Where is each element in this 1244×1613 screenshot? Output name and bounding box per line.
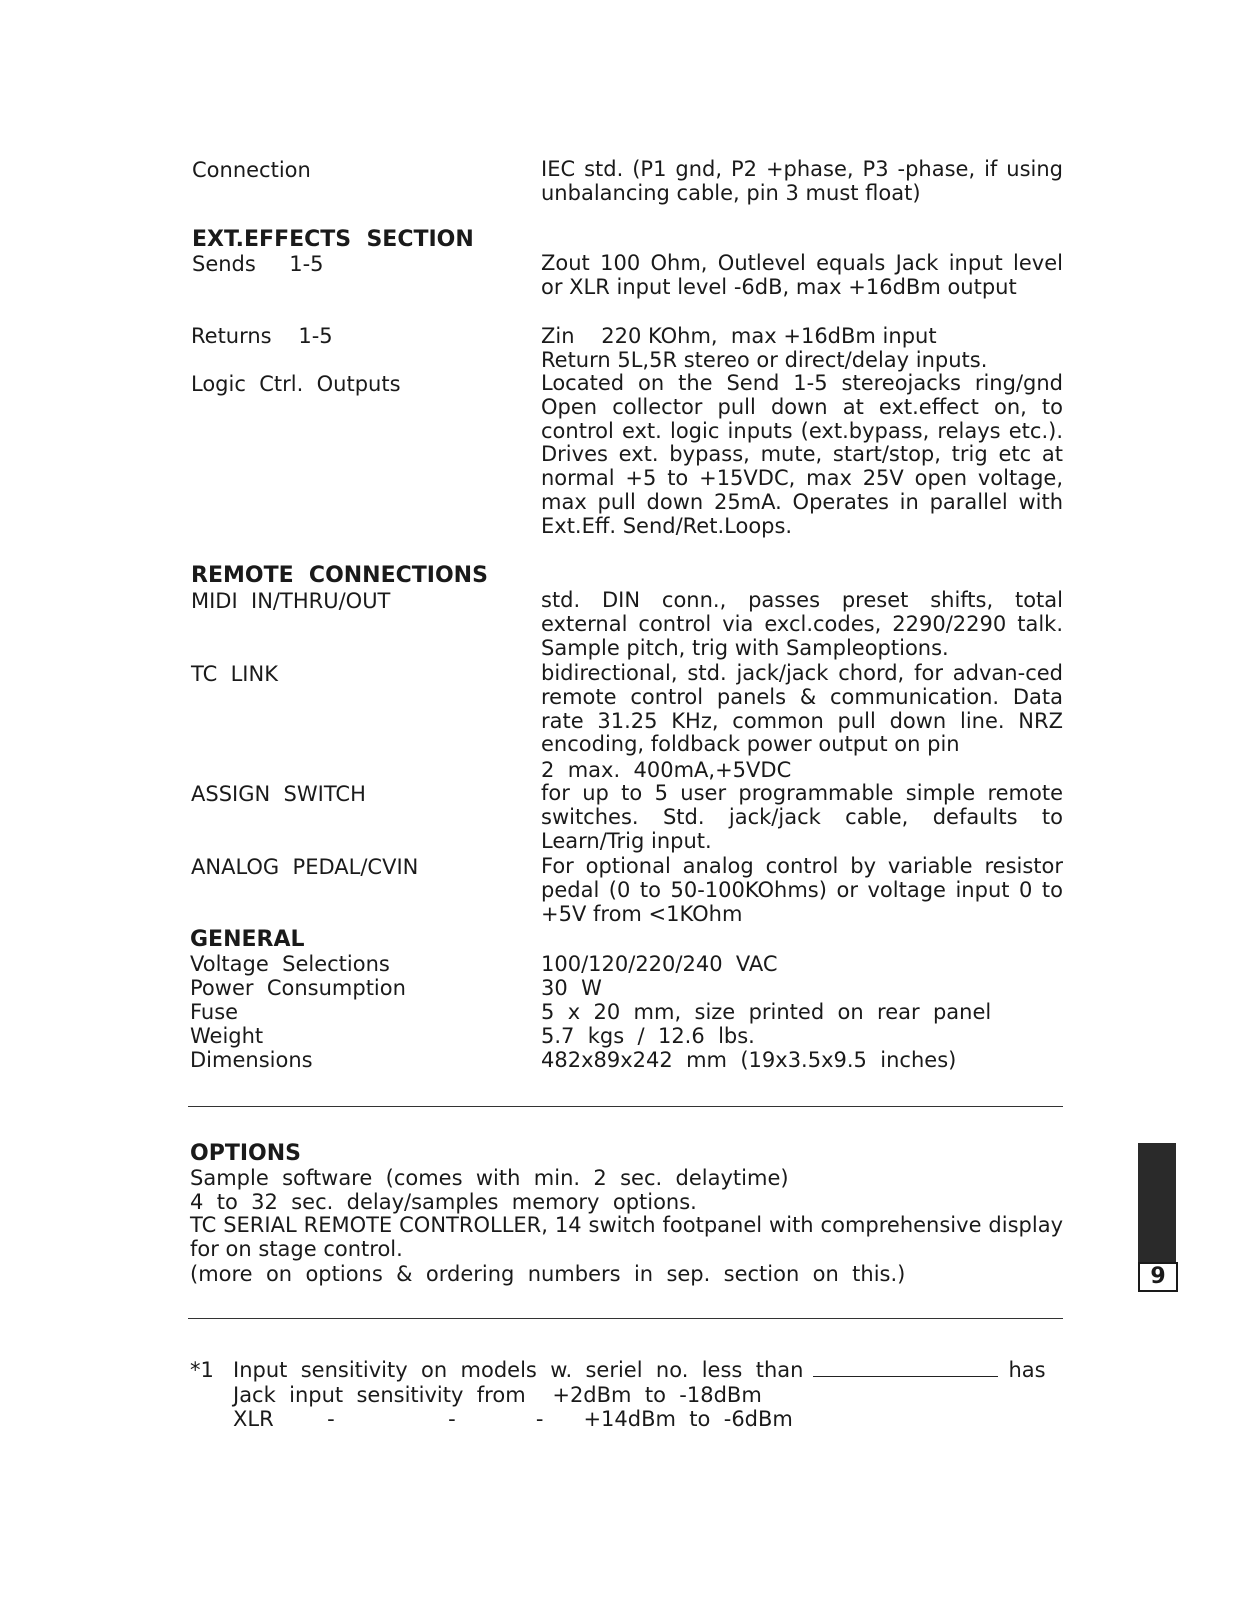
sends-value: Zout 100 Ohm, Outlevel equals Jack input level or XLR input level -6dB, max +16dBm output bbox=[541, 251, 1063, 299]
options-line: Sample software (comes with min. 2 sec. delaytime) bbox=[190, 1166, 789, 1190]
assign-switch-label: ASSIGN SWITCH bbox=[191, 782, 366, 806]
general-value: 482x89x242 mm (19x3.5x9.5 inches) bbox=[541, 1048, 957, 1072]
footnote-line-1-start: Input sensitivity on models w. seriel no. less than bbox=[233, 1358, 804, 1382]
divider bbox=[188, 1318, 1063, 1319]
sends-label: Sends 1-5 bbox=[192, 252, 324, 276]
analog-pedal-label: ANALOG PEDAL/CVIN bbox=[191, 855, 419, 879]
logic-outputs-value: Located on the Send 1-5 stereojacks ring/gnd Open collector pull down at ext.effect on, to control ext. logic inputs (ext.bypass, relays etc.). Drives ext. bypass, mute, start/stop, trig etc at normal +5 to +15VDC, max 25V open voltage, max pull down 25mA. Operates in parallel with Ext.Eff. Send/Ret.Loops. bbox=[541, 371, 1063, 538]
general-label: Voltage Selections bbox=[190, 952, 390, 976]
footnote-line-1 bbox=[233, 1358, 1046, 1382]
footnote-line-2: Jack input sensitivity from +2dBm to -18dBm bbox=[233, 1383, 762, 1407]
options-line: 4 to 32 sec. delay/samples memory options. bbox=[190, 1190, 697, 1214]
general-value: 5 x 20 mm, size printed on rear panel bbox=[541, 1000, 992, 1024]
assign-switch-value: for up to 5 user programmable simple remote switches. Std. jack/jack cable, defaults to Learn/Trig input. bbox=[541, 781, 1063, 853]
midi-label: MIDI IN/THRU/OUT bbox=[191, 589, 391, 613]
footnote-marker: *1 bbox=[190, 1358, 214, 1382]
connection-label: Connection bbox=[192, 158, 311, 182]
general-label: Dimensions bbox=[190, 1048, 313, 1072]
footnote-line-1-end: has bbox=[1008, 1358, 1046, 1382]
serial-number-blank bbox=[813, 1358, 998, 1377]
general-value: 100/120/220/240 VAC bbox=[541, 952, 778, 976]
options-line: (more on options & ordering numbers in sep. section on this.) bbox=[190, 1262, 906, 1286]
returns-value-2: Return 5L,5R stereo or direct/delay inputs. bbox=[541, 348, 988, 372]
tc-link-value-last: 2 max. 400mA,+5VDC bbox=[541, 758, 792, 782]
general-value: 30 W bbox=[541, 976, 602, 1000]
page-number: 9 bbox=[1138, 1262, 1178, 1292]
general-label: Power Consumption bbox=[190, 976, 406, 1000]
divider bbox=[188, 1106, 1063, 1107]
tc-link-value: bidirectional, std. jack/jack chord, for advan-ced remote control panels & communication. Data rate 31.25 KHz, common pull down line. NRZ encoding, foldback power output on pin bbox=[541, 661, 1063, 757]
ext-effects-heading: EXT.EFFECTS SECTION bbox=[192, 227, 474, 252]
returns-label: Returns 1-5 bbox=[191, 324, 333, 348]
analog-pedal-value: For optional analog control by variable resistor pedal (0 to 50-100KOhms) or voltage input 0 to +5V from <1KOhm bbox=[541, 854, 1063, 926]
connection-value: IEC std. (P1 gnd, P2 +phase, P3 -phase, if using unbalancing cable, pin 3 must float) bbox=[541, 157, 1063, 205]
options-heading: OPTIONS bbox=[190, 1141, 301, 1166]
general-label: Fuse bbox=[190, 1000, 239, 1024]
midi-value: std. DIN conn., passes preset shifts, total external control via excl.codes, 2290/2290 talk. Sample pitch, trig with Sampleoptions. bbox=[541, 588, 1063, 660]
footnote-line-3: XLR - - - +14dBm to -6dBm bbox=[233, 1407, 793, 1431]
logic-outputs-label: Logic Ctrl. Outputs bbox=[191, 372, 401, 396]
tc-link-label: TC LINK bbox=[191, 662, 278, 686]
general-label: Weight bbox=[190, 1024, 264, 1048]
remote-connections-heading: REMOTE CONNECTIONS bbox=[191, 563, 488, 588]
returns-value-1: Zin 220 KOhm, max +16dBm input bbox=[541, 324, 937, 348]
general-heading: GENERAL bbox=[190, 927, 305, 952]
options-line: TC SERIAL REMOTE CONTROLLER, 14 switch footpanel with comprehensive display for on stage control. bbox=[190, 1213, 1063, 1261]
general-value: 5.7 kgs / 12.6 lbs. bbox=[541, 1024, 755, 1048]
